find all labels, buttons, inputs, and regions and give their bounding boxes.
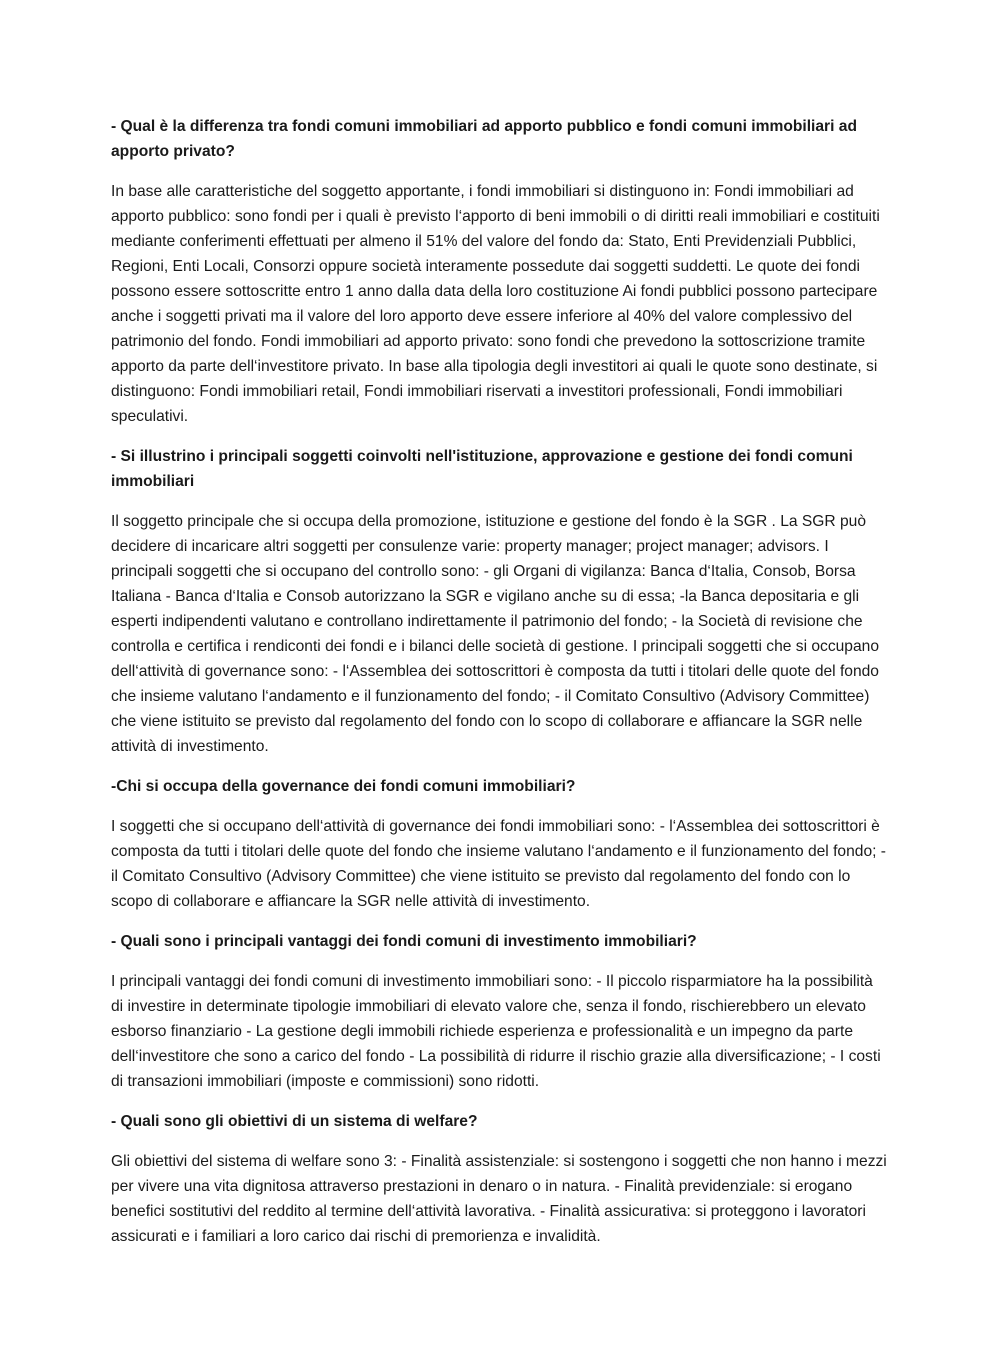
document-page — [111, 114, 887, 1264]
question-heading: - Qual è la differenza tra fondi comuni immobiliari ad apporto pubblico e fondi comuni immobiliari ad apporto privato? — [111, 118, 857, 160]
answer-paragraph: Il soggetto principale che si occupa della promozione, istituzione e gestione del fondo è la SGR . La SGR può decidere di incaricare altri soggetti per consulenze varie: property manager; project manager; advisors. I principali soggetti che si occupano del controllo sono: - gli Organi di vigilanza: Banca d‘Italia, Consob, Borsa Italiana - Banca d‘Italia e Consob autorizzano la SGR e vigilano anche su di essa; -la Banca depositaria e gli esperti indipendenti valutano e controllano indirettamente il patrimonio del fondo; - la Società di revisione che controlla e certifica i rendiconti dei fondi e i bilanci delle società di gestione. I principali soggetti che si occupano dell‘attività di governance sono: - l‘Assemblea dei sottoscrittori è composta da tutti i titolari delle quote del fondo che insieme valutano l‘andamento e il funzionamento del fondo; - il Comitato Consultivo (Advisory Committee) che viene istituito se previsto dal regolamento del fondo con lo scopo di collaborare e affiancare la SGR nelle attività di investimento. — [111, 513, 879, 755]
answer-paragraph: I principali vantaggi dei fondi comuni di investimento immobiliari sono: - Il piccolo risparmiatore ha la possibilità di investire in determinate tipologie immobiliari di elevato valore che, senza il fondo, rischierebbero un elevato esborso finanziario - La gestione degli immobili richiede esperienza e professionalità e un impegno da parte dell‘investitore che sono a carico del fondo - La possibilità di ridurre il rischio grazie alla diversificazione; - I costi di transazioni immobiliari (imposte e commissioni) sono ridotti. — [111, 973, 881, 1090]
question-heading: -Chi si occupa della governance dei fondi comuni immobiliari? — [111, 778, 576, 795]
answer-paragraph: I soggetti che si occupano dell‘attività di governance dei fondi immobiliari sono: - l‘Assemblea dei sottoscrittori è composta da tutti i titolari delle quote del fondo che insieme valutano l‘andamento e il funzionamento del fondo; - il Comitato Consultivo (Advisory Committee) che viene istituito se previsto dal regolamento del fondo con lo scopo di collaborare e affiancare la SGR nelle attività di investimento. — [111, 818, 886, 910]
question-heading: - Si illustrino i principali soggetti coinvolti nell'istituzione, approvazione e gestione dei fondi comuni immobiliari — [111, 448, 853, 490]
answer-paragraph: In base alle caratteristiche del soggetto apportante, i fondi immobiliari si distinguono in: Fondi immobiliari ad apporto pubblico: sono fondi per i quali è previsto l‘apporto di beni immobili o di diritti reali immobiliari e costituiti mediante conferimenti effettuati per almeno il 51% del valore del fondo da: Stato, Enti Previdenziali Pubblici, Regioni, Enti Locali, Consorzi oppure società interamente possedute dai soggetti suddetti. Le quote dei fondi possono essere sottoscritte entro 1 anno dalla data della loro costituzione Ai fondi pubblici possono partecipare anche i soggetti privati ma il valore del loro apporto deve essere inferiore al 40% del valore complessivo del patrimonio del fondo. Fondi immobiliari ad apporto privato: sono fondi che prevedono la sottoscrizione tramite apporto da parte dell‘investitore privato. In base alla tipologia degli investitori ai quali le quote sono destinate, si distinguono: Fondi immobiliari retail, Fondi immobiliari riservati a investitori professionali, Fondi immobiliari speculativi. — [111, 183, 880, 425]
answer-paragraph: Gli obiettivi del sistema di welfare sono 3: - Finalità assistenziale: si sostengono i soggetti che non hanno i mezzi per vivere una vita dignitosa attraverso prestazioni in denaro o in natura. - Finalità previdenziale: si erogano benefici sostitutivi del reddito al termine dell‘attività lavorativa. - Finalità assicurativa: si proteggono i lavoratori assicurati e i familiari a loro carico dai rischi di premorienza e invalidità. — [111, 1153, 887, 1245]
question-heading: - Quali sono gli obiettivi di un sistema di welfare? — [111, 1113, 478, 1130]
question-heading: - Quali sono i principali vantaggi dei fondi comuni di investimento immobiliari? — [111, 933, 697, 950]
